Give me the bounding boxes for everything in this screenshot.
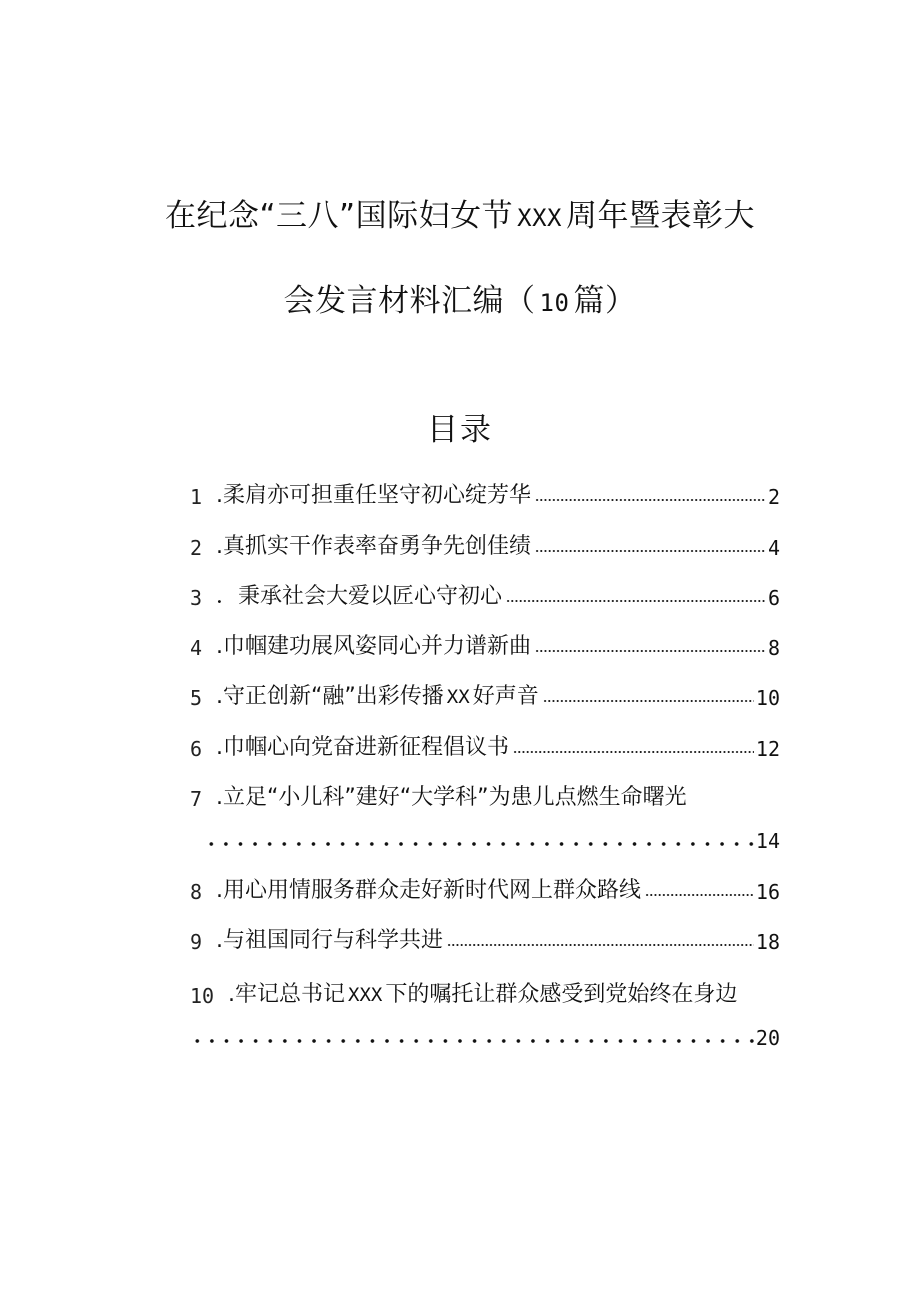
title-text-after: 周年暨表彰大: [565, 198, 755, 234]
toc-entry-number: 8: [190, 880, 203, 904]
dot-leader: [513, 750, 754, 754]
toc-entry[interactable]: [190, 872, 780, 912]
dot-leader: [543, 699, 754, 703]
toc-entry-number: 5: [190, 686, 203, 710]
toc-entry-page: 18: [755, 930, 780, 954]
toc-entry-page: 14: [755, 829, 780, 853]
toc-entry-number: 2: [190, 536, 203, 560]
document-title-line-1: [0, 190, 920, 235]
toc-entry-page: 8: [767, 636, 780, 660]
toc-entry-number: 9: [190, 930, 203, 954]
toc-entry[interactable]: [190, 477, 780, 517]
toc-heading: 目录: [427, 412, 493, 448]
toc-title-part: .牢记总书记: [228, 982, 345, 1007]
toc-entry-title: .柔肩亦可担重任坚守初心绽芳华: [216, 483, 531, 508]
toc-entry[interactable]: [190, 678, 780, 718]
title-text-before: 在纪念“三八”国际妇女节: [165, 198, 514, 234]
toc-entry-number: 7: [190, 787, 203, 811]
toc-title-placeholder: XX: [446, 686, 470, 708]
title-placeholder: XXX: [517, 204, 562, 232]
toc-entry-page: 6: [767, 586, 780, 610]
toc-entry-title: ．秉承社会大爱以匠心守初心: [216, 584, 503, 609]
toc-entry-page: 20: [755, 1026, 780, 1050]
toc-entry[interactable]: [190, 578, 780, 618]
toc-title-placeholder: XXX: [348, 984, 383, 1006]
toc-entry-title: .真抓实干作表率奋勇争先创佳绩: [216, 534, 531, 559]
toc-entry-title: .与祖国同行与科学共进: [216, 928, 443, 953]
dot-leader: [204, 841, 754, 847]
dot-leader: [535, 549, 766, 553]
toc-entry-title: [216, 679, 543, 710]
toc-entry[interactable]: [190, 976, 780, 1056]
toc-entry[interactable]: [190, 729, 780, 769]
toc-entry-number: 6: [190, 737, 203, 761]
toc-entry-title: [228, 977, 741, 1008]
toc-entry[interactable]: [190, 779, 780, 859]
dot-leader: [506, 599, 766, 603]
toc-title-part: .守正创新“融”出彩传播: [216, 684, 444, 709]
toc-entry-page: 16: [755, 880, 780, 904]
dot-leader: [645, 893, 754, 897]
document-title-line-2: [0, 275, 920, 320]
dot-leader: [535, 649, 766, 653]
toc-entry[interactable]: [190, 922, 780, 962]
toc-entry-number: 1: [190, 485, 203, 509]
title-count: 10: [539, 289, 570, 317]
toc-entry-page: 10: [755, 686, 780, 710]
toc-entry-number: 3: [190, 586, 203, 610]
toc-title-part: 好声音: [472, 684, 539, 709]
dot-leader: [535, 498, 766, 502]
toc-entry-page: 12: [755, 737, 780, 761]
toc-entry-title: .用心用情服务群众走好新时代网上群众路线: [216, 878, 641, 903]
title-text-after: 篇）: [573, 283, 637, 319]
toc-entry-number: 10: [190, 984, 215, 1008]
toc-entry-title: .巾帼建功展风姿同心并力谱新曲: [216, 634, 531, 659]
toc-entry-page: 2: [767, 485, 780, 509]
toc-entry[interactable]: [190, 528, 780, 568]
dot-leader: [190, 1038, 754, 1044]
toc-entry-number: 4: [190, 636, 203, 660]
title-text-before: 会发言材料汇编（: [283, 283, 536, 319]
toc-entry[interactable]: [190, 628, 780, 668]
toc-entry-page: 4: [767, 536, 780, 560]
toc-title-part: 下的嘱托让群众感受到党始终在身边: [385, 982, 738, 1007]
toc-entry-title: .巾帼心向党奋进新征程倡议书: [216, 735, 509, 760]
dot-leader: [447, 943, 754, 947]
toc-entry-title: .立足“小儿科”建好“大学科”为患儿点燃生命曙光: [216, 785, 687, 810]
